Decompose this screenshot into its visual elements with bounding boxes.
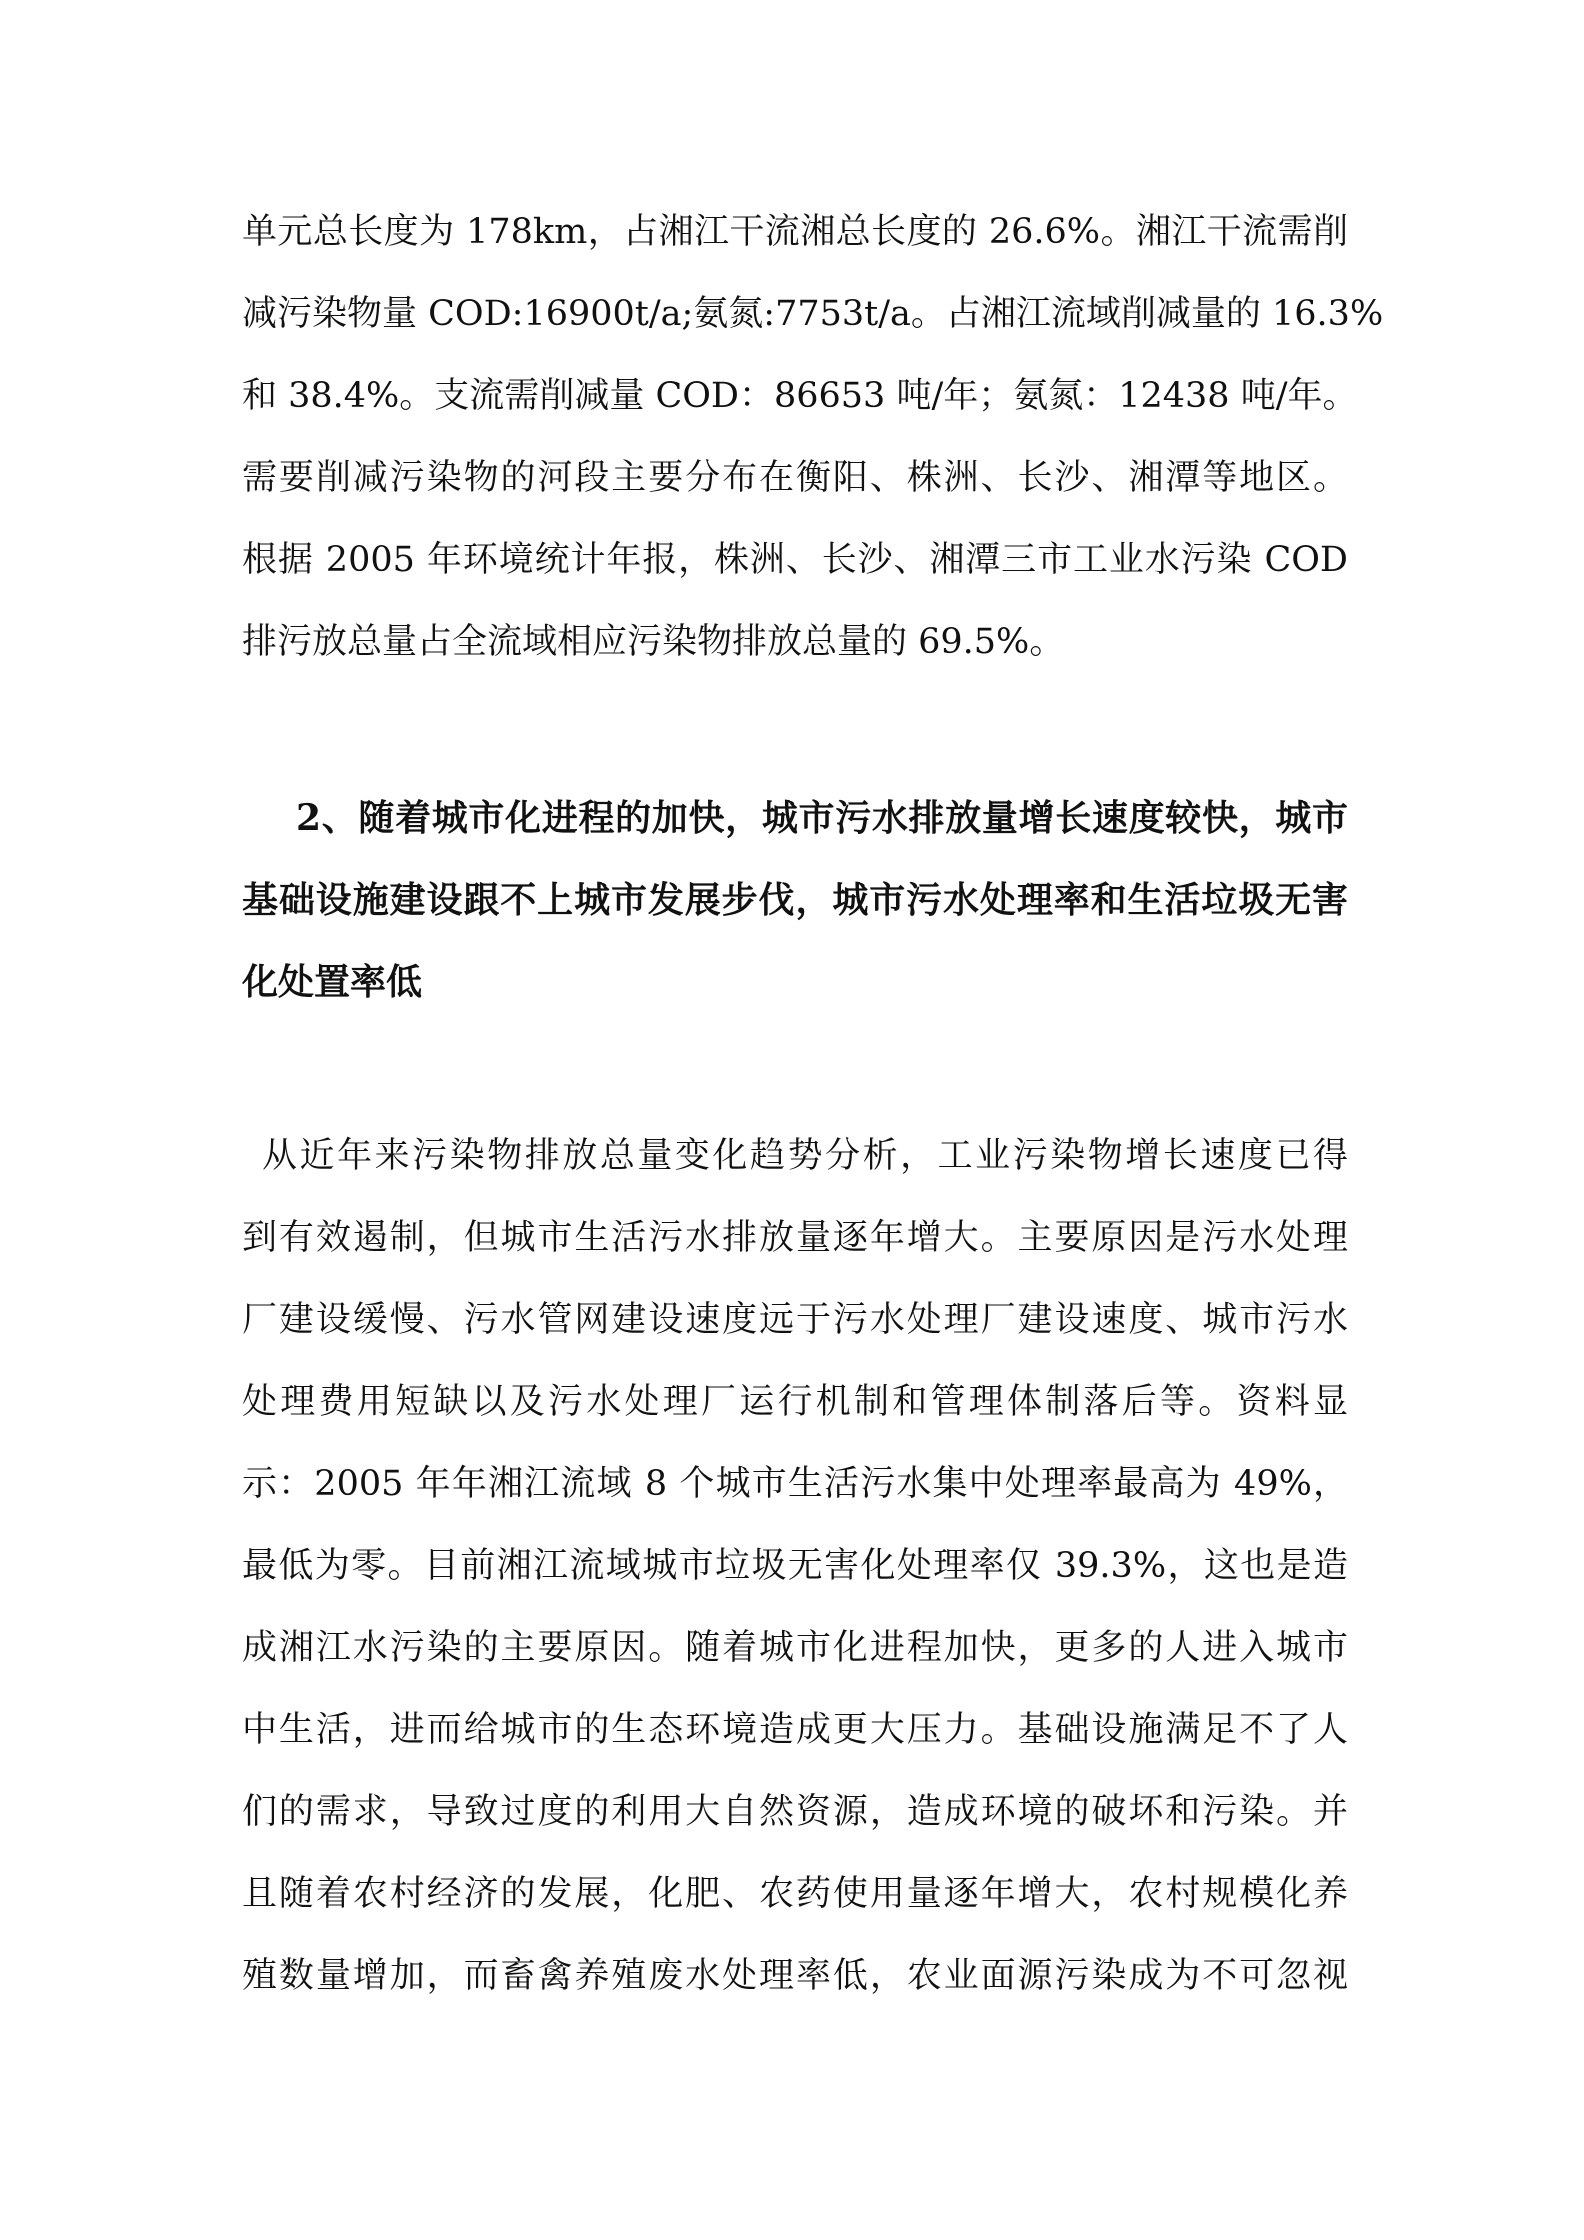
paragraph-2-line-10: 且随着农村经济的发展，化肥、农药使用量逐年增大，农村规模化养 — [242, 1874, 1348, 1914]
heading-2-line-2: 基础设施建设跟不上城市发展步伐，城市污水处理率和生活垃圾无害 — [242, 879, 1348, 921]
paragraph-2-line-1: 从近年来污染物排放总量变化趋势分析，工业污染物增长速度已得 — [262, 1136, 1348, 1176]
paragraph-1-line-4: 需要削减污染物的河段主要分布在衡阳、株洲、长沙、湘潭等地区。 — [242, 458, 1348, 498]
paragraph-2-line-3: 厂建设缓慢、污水管网建设速度远于污水处理厂建设速度、城市污水 — [242, 1300, 1348, 1340]
paragraph-1-line-6: 排污放总量占全流域相应污染物排放总量的 69.5%。 — [242, 622, 1065, 662]
heading-2-line-3: 化处置率低 — [242, 961, 423, 1003]
paragraph-2-line-2: 到有效遏制，但城市生活污水排放量逐年增大。主要原因是污水处理 — [242, 1218, 1348, 1258]
paragraph-1-line-5: 根据 2005 年环境统计年报，株洲、长沙、湘潭三市工业水污染 COD — [242, 540, 1348, 580]
paragraph-2-line-6: 最低为零。目前湘江流域城市垃圾无害化处理率仅 39.3%，这也是造 — [242, 1546, 1348, 1586]
paragraph-1-line-2: 减污染物量 COD:16900t/a;氨氮:7753t/a。占湘江流域削减量的 16.3% — [242, 294, 1384, 334]
paragraph-2-line-7: 成湘江水污染的主要原因。随着城市化进程加快，更多的人进入城市 — [242, 1628, 1348, 1668]
paragraph-2-line-4: 处理费用短缺以及污水处理厂运行机制和管理体制落后等。资料显 — [242, 1382, 1348, 1422]
paragraph-1-line-1: 单元总长度为 178km，占湘江干流湘总长度的 26.6%。湘江干流需削 — [242, 212, 1348, 252]
paragraph-2-line-9: 们的需求，导致过度的利用大自然资源，造成环境的破坏和污染。并 — [242, 1792, 1348, 1832]
heading-2-line-1: 2、随着城市化进程的加快，城市污水排放量增长速度较快，城市 — [296, 797, 1348, 839]
paragraph-1-line-3: 和 38.4%。支流需削减量 COD：86653 吨/年；氨氮：12438 吨/年。 — [242, 376, 1358, 416]
paragraph-2-line-5: 示：2005 年年湘江流域 8 个城市生活污水集中处理率最高为 49%， — [242, 1464, 1348, 1504]
paragraph-2-line-8: 中生活，进而给城市的生态环境造成更大压力。基础设施满足不了人 — [242, 1710, 1348, 1750]
paragraph-2-line-11: 殖数量增加，而畜禽养殖废水处理率低，农业面源污染成为不可忽视 — [242, 1956, 1348, 1996]
